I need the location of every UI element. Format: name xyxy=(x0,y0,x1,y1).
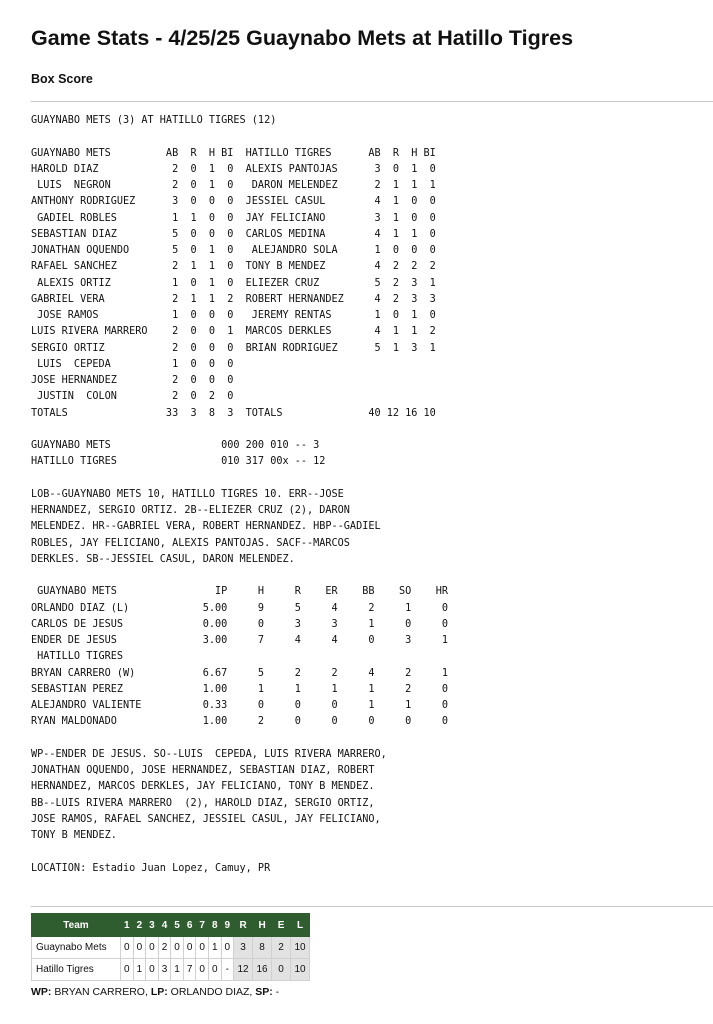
linescore-inning-cell: 0 xyxy=(171,937,184,959)
linescore-header-hits: H xyxy=(253,914,272,937)
linescore-header-row xyxy=(32,914,310,937)
linescore-inning-cell: 0 xyxy=(146,959,159,981)
linescore-inning-cell: 7 xyxy=(183,959,196,981)
winning-pitcher-value: BRYAN CARRERO, xyxy=(51,986,151,998)
pitcher-decisions xyxy=(31,986,279,998)
linescore-lob-cell: 10 xyxy=(291,959,310,981)
bottom-divider xyxy=(31,906,713,907)
linescore-inning-cell: 0 xyxy=(221,937,234,959)
linescore-team-name: Hatillo Tigres xyxy=(32,959,121,981)
linescore-inning-cell: 3 xyxy=(158,959,171,981)
linescore-inning-cell: 0 xyxy=(146,937,159,959)
linescore-team-name: Guaynabo Mets xyxy=(32,937,121,959)
linescore-inning-cell: 0 xyxy=(121,959,134,981)
linescore-inning-cell: 1 xyxy=(208,937,221,959)
winning-pitcher-label: WP: xyxy=(31,986,52,998)
save-pitcher-value: - xyxy=(272,986,280,998)
linescore-header-inning-9: 9 xyxy=(221,914,234,937)
linescore-header-inning-8: 8 xyxy=(208,914,221,937)
page-title: Game Stats - 4/25/25 Guaynabo Mets at Hatillo Tigres xyxy=(31,26,574,50)
linescore-header-errors: E xyxy=(272,914,291,937)
linescore-header-runs: R xyxy=(234,914,253,937)
linescore-runs-cell: 12 xyxy=(234,959,253,981)
linescore-inning-cell: 2 xyxy=(158,937,171,959)
linescore-header-inning-7: 7 xyxy=(196,914,209,937)
linescore-inning-cell: - xyxy=(221,959,234,981)
linescore-row-home xyxy=(32,959,310,981)
linescore-header-team: Team xyxy=(32,914,121,937)
linescore-inning-cell: 0 xyxy=(196,937,209,959)
box-score-text: GUAYNABO METS (3) AT HATILLO TIGRES (12) GUAYNABO METS AB R H BI HATILLO TIGRES AB R H BI HAROLD DIAZ 2 0 1 0 ALEXIS PANTOJAS 3 0 1 0 LUIS NEGRON 2 0 1 0 DARON MELENDEZ 2 1 1 1 ANTHONY RODRIGUEZ 3 0 0 0 JESSIEL CASUL 4 1 0 0 GADIEL ROBLES 1 1 0 0 JAY FELICIANO 3 1 0 0 SEBASTIAN DIAZ 5 0 0 0 CARLOS MEDINA 4 1 1 0 JONATHAN OQUENDO 5 0 1 0 ALEJANDRO SOLA 1 0 0 0 RAFAEL SANCHEZ 2 1 1 0 TONY B MENDEZ 4 2 2 2 ALEXIS ORTIZ 1 0 1 0 ELIEZER CRUZ 5 2 3 1 GABRIEL VERA 2 1 1 2 ROBERT HERNANDEZ 4 2 3 3 JOSE RAMOS 1 0 0 0 JEREMY RENTAS 1 0 1 0 LUIS RIVERA MARRERO 2 0 0 1 MARCOS DERKLES 4 1 1 2 SERGIO ORTIZ 2 0 0 0 BRIAN RODRIGUEZ 5 1 3 1 LUIS CEPEDA 1 0 0 0 JOSE HERNANDEZ 2 0 0 0 JUSTIN COLON 2 0 2 0 TOTALS 33 3 8 3 TOTALS 40 12 16 10 GUAYNABO METS 000 200 010 -- 3 HATILLO TIGRES 010 317 00x -- 12 LOB--GUAYNABO METS 10, HATILLO TIGRES 10. ERR--JOSE HERNANDEZ, SERGIO ORTIZ. 2B--ELIEZER CRUZ (2), DARON MELENDEZ. HR--GABRIEL VERA, ROBERT HERNANDEZ. HBP--GADIEL ROBLES, JAY FELICIANO, ALEXIS PANTOJAS. SACF--MARCOS DERKLES. SB--JESSIEL CASUL, DARON MELENDEZ. GUAYNABO METS IP H R ER BB SO HR ORLANDO DIAZ (L) 5.00 9 5 4 2 1 0 CARLOS DE JESUS 0.00 0 3 3 1 0 0 ENDER DE JESUS 3.00 7 4 4 0 3 1 HATILLO TIGRES BRYAN CARRERO (W) 6.67 5 2 2 4 2 1 SEBASTIAN PEREZ 1.00 1 1 1 1 2 0 ALEJANDRO VALIENTE 0.33 0 0 0 1 1 0 RYAN MALDONADO 1.00 2 0 0 0 0 0 WP--ENDER DE JESUS. SO--LUIS CEPEDA, LUIS RIVERA MARRERO, JONATHAN OQUENDO, JOSE HERNANDEZ, SEBASTIAN DIAZ, ROBERT HERNANDEZ, MARCOS DERKLES, JAY FELICIANO, TONY B MENDEZ. BB--LUIS RIVERA MARRERO (2), HAROLD DIAZ, SERGIO ORTIZ, JOSE RAMOS, RAFAEL SANCHEZ, JESSIEL CASUL, JAY FELICIANO, TONY B MENDEZ. LOCATION: Estadio Juan Lopez, Camuy, PR xyxy=(31,115,449,874)
box-score-heading: Box Score xyxy=(31,72,93,86)
linescore-inning-cell: 0 xyxy=(133,937,146,959)
linescore-hits-cell: 16 xyxy=(253,959,272,981)
linescore-inning-cell: 0 xyxy=(208,959,221,981)
linescore-row-away xyxy=(32,937,310,959)
linescore-lob-cell: 10 xyxy=(291,937,310,959)
linescore-header-inning-5: 5 xyxy=(171,914,184,937)
linescore-hits-cell: 8 xyxy=(253,937,272,959)
linescore-errors-cell: 0 xyxy=(272,959,291,981)
linescore-inning-cell: 0 xyxy=(196,959,209,981)
linescore-header-inning-1: 1 xyxy=(121,914,134,937)
linescore-errors-cell: 2 xyxy=(272,937,291,959)
losing-pitcher-value: ORLANDO DIAZ, xyxy=(167,986,256,998)
linescore-inning-cell: 0 xyxy=(183,937,196,959)
linescore-header-inning-6: 6 xyxy=(183,914,196,937)
losing-pitcher-label: LP: xyxy=(150,986,168,998)
linescore-table xyxy=(31,913,310,981)
save-pitcher-label: SP: xyxy=(255,986,273,998)
linescore-header-lob: L xyxy=(291,914,310,937)
linescore-header-inning-4: 4 xyxy=(158,914,171,937)
linescore-inning-cell: 0 xyxy=(121,937,134,959)
linescore-header-inning-3: 3 xyxy=(146,914,159,937)
linescore-header-inning-2: 2 xyxy=(133,914,146,937)
linescore-inning-cell: 1 xyxy=(133,959,146,981)
top-divider xyxy=(31,101,713,102)
linescore-inning-cell: 1 xyxy=(171,959,184,981)
linescore-runs-cell: 3 xyxy=(234,937,253,959)
